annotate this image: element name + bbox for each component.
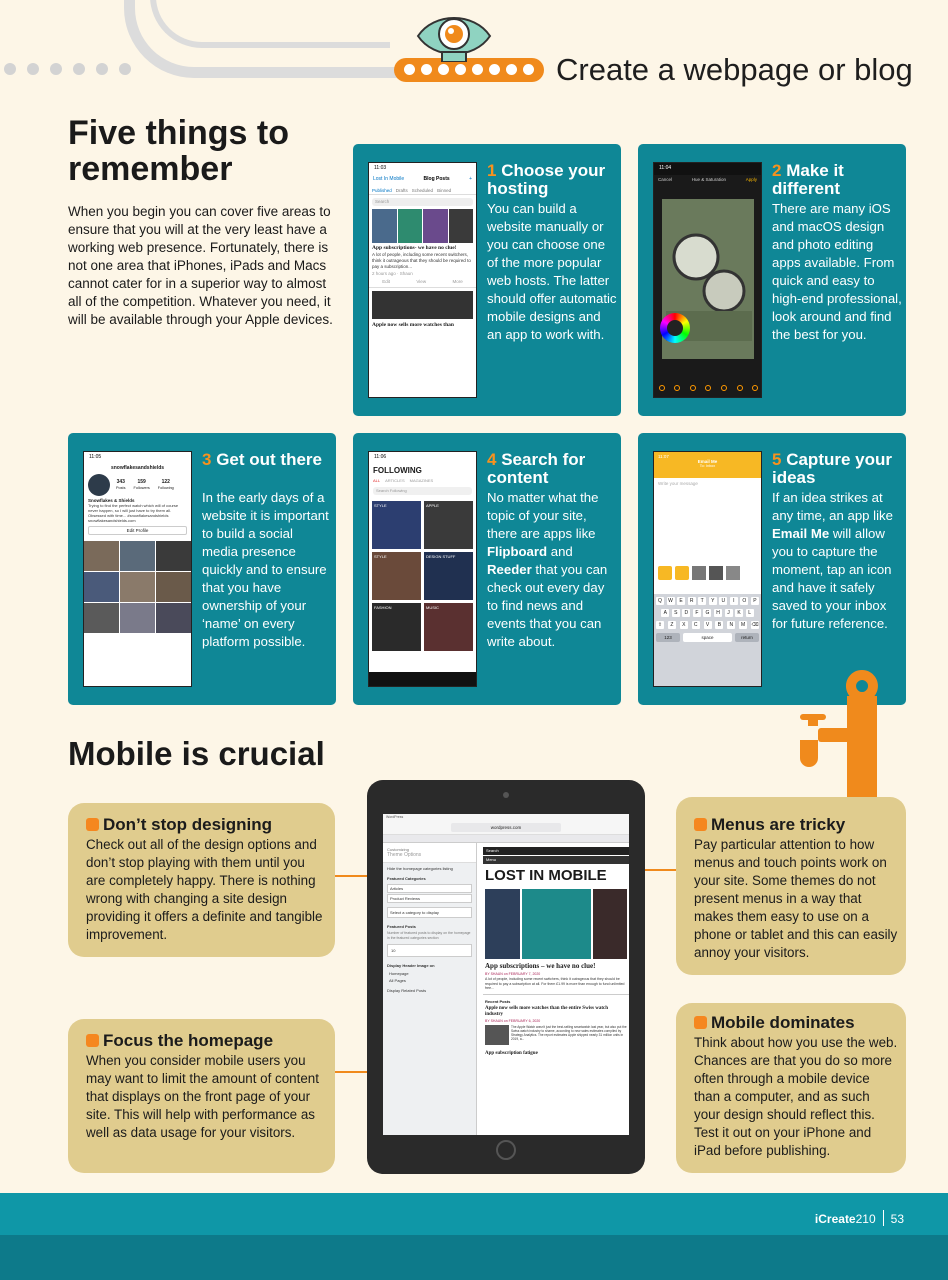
- tool-name: Hue & Saturation: [691, 177, 727, 182]
- ipad-device: [367, 780, 645, 1174]
- keyboard-key[interactable]: A: [661, 609, 669, 617]
- page-title: Five things to remember: [68, 114, 289, 188]
- tab-binned[interactable]: Binned: [437, 188, 452, 193]
- recent-post-title[interactable]: App subscription fatigue: [485, 1050, 538, 1056]
- profile-username: snowflakesandshields: [110, 465, 165, 471]
- tip-box-title: Menus are tricky: [694, 815, 845, 835]
- recent-posts-heading: Recent Posts: [483, 994, 629, 1005]
- keyboard-key[interactable]: D: [682, 609, 690, 617]
- keyboard-key[interactable]: M: [741, 622, 746, 628]
- card-body: There are many iOS and macOS design and photo editing apps available. From quick and easy to high-end professional, look around and find the best for you.: [772, 201, 902, 342]
- category-option[interactable]: Articles: [387, 884, 472, 893]
- card-body: In the early days of a website it is important to build a social media presence quickly and to ensure that you have ownership of your ‘name’ on every platform possible.: [202, 490, 329, 649]
- panel-subtitle: Theme Options: [387, 852, 422, 858]
- card-title: 5 Capture your ideas: [772, 450, 892, 487]
- issue-number: 210: [855, 1212, 876, 1226]
- tip-box-dont-stop-designing: [68, 803, 335, 957]
- decor-dot: [119, 63, 131, 75]
- photo-grid[interactable]: [84, 538, 191, 636]
- tip-box-body: When you consider mobile users you may want to limit the amount of content that displays on the front page of your site. This will help with performance as well as data usage for your visitors.: [86, 1053, 319, 1140]
- recent-post-title[interactable]: Apple now sells more watches than the entire Swiss watch industry: [485, 1005, 609, 1017]
- keyboard-key[interactable]: X: [680, 621, 688, 629]
- article-snippet: A lot of people, including some recent switchers, think it outrageous that they should be required to pay a subscription at all. For them £1.99 is more than enough to fund unlimited free...: [485, 977, 625, 990]
- keyboard-key[interactable]: T: [698, 597, 706, 605]
- stat-label: Followers: [133, 486, 150, 490]
- radio-all-pages[interactable]: All Pages: [389, 978, 406, 983]
- keyboard-key[interactable]: O: [740, 597, 748, 605]
- keyboard-key[interactable]: I: [730, 597, 738, 605]
- stat-label: Posts: [116, 486, 126, 490]
- keyboard-key[interactable]: L: [746, 609, 754, 617]
- article-byline: BY SHAUN on FEBRUARY 7, 2020: [485, 972, 541, 976]
- tab-published[interactable]: Published: [372, 188, 392, 193]
- magazine-brand: iCreate: [814, 1212, 856, 1226]
- tip-box-body: Check out all of the design options and don’t stop playing with them until you are completely happy. There is nothing wrong with changing a site design providing it offers a definite and tangible improvement.: [86, 837, 323, 942]
- hide-categories-option[interactable]: Hide the homepage categories listing: [387, 866, 453, 871]
- keyboard-key[interactable]: K: [735, 609, 743, 617]
- following-count: 122: [161, 479, 170, 485]
- back-link[interactable]: Lost In Mobile: [373, 176, 405, 182]
- keyboard-key[interactable]: B: [715, 621, 723, 629]
- keyboard-key[interactable]: H: [714, 609, 722, 617]
- tab-magazines[interactable]: MAGAZINES: [409, 478, 434, 483]
- keyboard-key[interactable]: ⌫: [751, 622, 759, 628]
- color-wheel-icon[interactable]: [660, 313, 690, 343]
- tab-articles[interactable]: ARTICLES: [385, 478, 405, 483]
- bio-name: Snowflakes & Shields: [88, 498, 135, 503]
- avatar[interactable]: [88, 474, 110, 496]
- post-image: [372, 291, 473, 319]
- category-option[interactable]: Product Reviews: [387, 894, 472, 903]
- keyboard-key[interactable]: N: [727, 621, 735, 629]
- status-time: 11:03: [374, 165, 387, 171]
- tip-card-make-it-different: [638, 144, 906, 416]
- quick-actions[interactable]: [654, 564, 761, 582]
- panel-title: Customizing: [387, 847, 410, 852]
- status-time: 11:05: [89, 454, 102, 460]
- keyboard-key[interactable]: C: [692, 621, 700, 629]
- recent-post-thumb: [485, 1025, 509, 1045]
- app-title: Email Me: [697, 459, 718, 464]
- email-me-screenshot: [653, 451, 762, 687]
- view-action[interactable]: View: [416, 279, 427, 284]
- featured-categories-label: Featured Categories: [387, 876, 426, 881]
- card-title: 3 Get out there: [202, 450, 322, 469]
- featured-posts-help: Number of featured posts to display on the homepage in the featured categories section: [387, 931, 471, 940]
- topic-tiles[interactable]: STYLE APPLE STYLE DESIGN STUFF FASHION MUSIC: [369, 498, 476, 654]
- header-curve-decoration-inner: [150, 0, 390, 48]
- featured-posts-label: Featured Posts: [387, 924, 416, 929]
- browser-tabs[interactable]: [383, 835, 629, 843]
- decor-dot: [27, 63, 39, 75]
- app-subtitle: To: Inbox: [699, 464, 716, 468]
- tip-box-menus-tricky: [676, 797, 906, 975]
- tip-box-title: Mobile dominates: [694, 1013, 855, 1033]
- decor-dot: [4, 63, 16, 75]
- card-body: If an idea strikes at any time, an app like Email Me will allow you to capture the moment, tap an icon and have it safely saved to your inbox for future reference.: [772, 490, 893, 631]
- keyboard-key[interactable]: S: [672, 609, 680, 617]
- keyboard-key[interactable]: V: [704, 621, 712, 629]
- tip-card-choose-hosting: [353, 144, 621, 416]
- site-title: LOST IN MOBILE: [485, 867, 607, 884]
- screen-heading: Blog Posts: [423, 176, 450, 182]
- instagram-screenshot: [83, 451, 192, 687]
- related-posts-option[interactable]: Display Related Posts: [387, 988, 427, 993]
- site-search[interactable]: Search: [483, 847, 629, 855]
- followers-count: 159: [137, 479, 146, 485]
- tip-box-body: Pay particular attention to how menus and touch points work on your site. Some themes do not present menus in a way that makes them easy to use on a phone or tablet and this can easily annoy your visitors.: [694, 837, 898, 960]
- recent-post-excerpt: The Apple Watch wasn't just the best-selling smartwatch last year, but also put the Swiss watch industry to shame, according to new sales estimates compiled by Strategy Analytics. The report estimates Apple shipped nearly 31 million units in 2019, a...: [511, 1024, 627, 1041]
- tab-all[interactable]: ALL: [373, 478, 381, 483]
- posts-count: 343: [116, 479, 125, 485]
- screen-heading: FOLLOWING: [373, 466, 422, 475]
- keyboard-key[interactable]: E: [677, 597, 685, 605]
- keyboard-key[interactable]: Q: [656, 597, 664, 605]
- section-heading: Mobile is crucial: [68, 735, 325, 772]
- numbers-key[interactable]: 123: [656, 633, 680, 642]
- more-action[interactable]: More: [452, 279, 463, 284]
- photo-editor-screenshot: [653, 162, 762, 398]
- tip-card-search-content: [353, 433, 621, 705]
- intro-paragraph: When you begin you can cover five areas to ensure that you will at the very least have a working web presence. Fortunately, there is not one area that iPhones, iPads and Macs cannot cater for in a superior way to almost all of the competition. Whatever you need, it will be available through your Apple devices.: [68, 204, 333, 327]
- category-select[interactable]: Select a category to display: [387, 907, 472, 918]
- post-title[interactable]: App subscriptions- we have no clue!: [372, 245, 457, 251]
- radio-homepage[interactable]: Homepage: [389, 971, 409, 976]
- header-image-label: Display Header Image on: [387, 963, 435, 968]
- tab-bar[interactable]: [369, 672, 477, 686]
- decor-dot: [50, 63, 62, 75]
- tip-card-get-out-there: [68, 433, 336, 705]
- article-headline[interactable]: App subscriptions – we have no clue!: [485, 962, 596, 970]
- cancel-button[interactable]: Cancel: [658, 177, 673, 182]
- keyboard-key[interactable]: J: [725, 609, 733, 617]
- decor-dot: [73, 63, 85, 75]
- tip-card-capture-ideas: [638, 433, 906, 705]
- keyboard-key[interactable]: W: [668, 598, 673, 604]
- flipboard-screenshot: [368, 451, 477, 687]
- status-time: 11:04: [654, 163, 761, 175]
- site-preview: [483, 847, 629, 1135]
- keyboard-key[interactable]: Z: [668, 621, 676, 629]
- home-button[interactable]: [496, 1140, 516, 1160]
- site-menu[interactable]: Menu: [483, 856, 629, 864]
- camera-icon: [503, 792, 509, 798]
- wordpress-app-screenshot: 11:03 Lost In Mobile Blog Posts + Published Drafts Scheduled Binned Search App subscriptions- we have no clue! A lot of people, including some recent switchers, think it outrageous that they should be required to pay a subscription... 2 hours ago · Shaun Edit View More Apple now sells more watches than: [368, 162, 477, 398]
- tab-drafts[interactable]: Drafts: [395, 188, 408, 193]
- recent-post-meta: BY SHAUN on FEBRUARY 6, 2020: [485, 1018, 541, 1023]
- section-title: Create a webpage or blog: [556, 52, 913, 87]
- keyboard-key[interactable]: G: [703, 609, 711, 617]
- card-title: 4 Search for content: [487, 450, 586, 487]
- featured-posts-input[interactable]: 10: [387, 944, 472, 957]
- tip-box-focus-homepage: [68, 1019, 335, 1173]
- footer-band: [0, 1193, 948, 1235]
- tip-box-mobile-dominates: [676, 1003, 906, 1173]
- return-key[interactable]: return: [735, 633, 759, 642]
- page-number: 53: [890, 1212, 904, 1226]
- keyboard-key[interactable]: U: [719, 597, 727, 605]
- status-time: 11:06: [374, 454, 387, 460]
- card-title: 1 Choose your hosting: [487, 161, 606, 198]
- keyboard-key[interactable]: F: [693, 609, 701, 617]
- bio-text: Trying to find the perfect watch which will of course never happen, so I will just have to try them all. Obsessed with time... #snowflakesandshields snowflakesandshields.com: [88, 503, 179, 523]
- post-meta: 2 hours ago · Shaun: [372, 271, 413, 276]
- color-selector-row[interactable]: [654, 385, 762, 391]
- water-tap-icon: [790, 668, 890, 804]
- tip-box-title: Don’t stop designing: [86, 815, 272, 835]
- edit-profile-button[interactable]: Edit Profile: [88, 526, 187, 535]
- apply-button[interactable]: Apply: [745, 177, 757, 182]
- tip-box-title: Focus the homepage: [86, 1031, 273, 1051]
- space-key[interactable]: space: [683, 633, 732, 642]
- url-bar[interactable]: wordpress.com: [451, 823, 561, 832]
- ipad-screen: WordPress wordpress.com Customizing Theme Options Hide the homepage categories listing Featured Categories Articles Product Reviews Select a category to display Featured Posts Number of featured posts to display on the homepage in the featured categories section 10 Display Header Image on Homepage All Pages Display Related Posts Search Menu LOST IN MOBILE App subscriptions – we have no clue! BY SHAUN on FEBRUARY 7, 2020 A lot of people, including some recent switchers, think it outrageous that they should be required to pay a subscription at all. For them £1.99 is more than enough to fund unlimited free... Recent Posts Apple now sells more watches than the entire Swiss watch industry BY SHAUN on FEBRUARY 6, 2020 The Apple Watch wasn't just the best-selling smartwatch last year, but also put the Swiss watch industry to shame, according to new sales estimates compiled by Strategy Analytics. The report estimates Apple shipped nearly 31 million units in 2019, a... App subscription fatigue: [383, 814, 629, 1135]
- footer-band-dark: [0, 1235, 948, 1280]
- search-input[interactable]: Search Following: [373, 487, 472, 495]
- card-body: You can build a website manually or you can choose one of the more popular web hosts. The latter should offer automatic mobile designs and an app to work with.: [487, 201, 617, 342]
- keyboard[interactable]: [654, 594, 761, 686]
- tip-box-body: Think about how you use the web. Chances are that you do so more often through a mobile device than a computer, and as such your design should reflect this. Test it out on your iPhone and iPad before publishing.: [694, 1035, 898, 1158]
- search-input[interactable]: Search: [372, 198, 473, 206]
- keyboard-key[interactable]: R: [688, 597, 696, 605]
- post-title[interactable]: Apple now sells more watches than: [372, 322, 454, 328]
- status-time: 11:07: [658, 454, 669, 459]
- eye-icon: [414, 10, 494, 62]
- keyboard-key[interactable]: Y: [709, 597, 717, 605]
- card-title: 2 Make it different: [772, 161, 844, 198]
- tab-scheduled[interactable]: Scheduled: [411, 188, 434, 193]
- message-input[interactable]: Write your message: [658, 481, 698, 486]
- card-body: No matter what the topic of your site, there are apps like Flipboard and Reeder that you can check out every day to find news and events that you can write about.: [487, 490, 608, 649]
- post-image: [372, 209, 473, 243]
- decor-dot: [96, 63, 108, 75]
- post-excerpt: A lot of people, including some recent switchers, think it outrageous that they should be required to pay a subscription...: [372, 252, 471, 269]
- edit-action[interactable]: Edit: [382, 279, 390, 284]
- customizer-panel: [383, 843, 477, 1135]
- keyboard-key[interactable]: P: [751, 597, 759, 605]
- featured-images: [485, 889, 627, 959]
- stat-label: Following: [157, 486, 174, 490]
- keyboard-key[interactable]: ⇧: [657, 622, 663, 628]
- page-folio: [815, 1210, 904, 1226]
